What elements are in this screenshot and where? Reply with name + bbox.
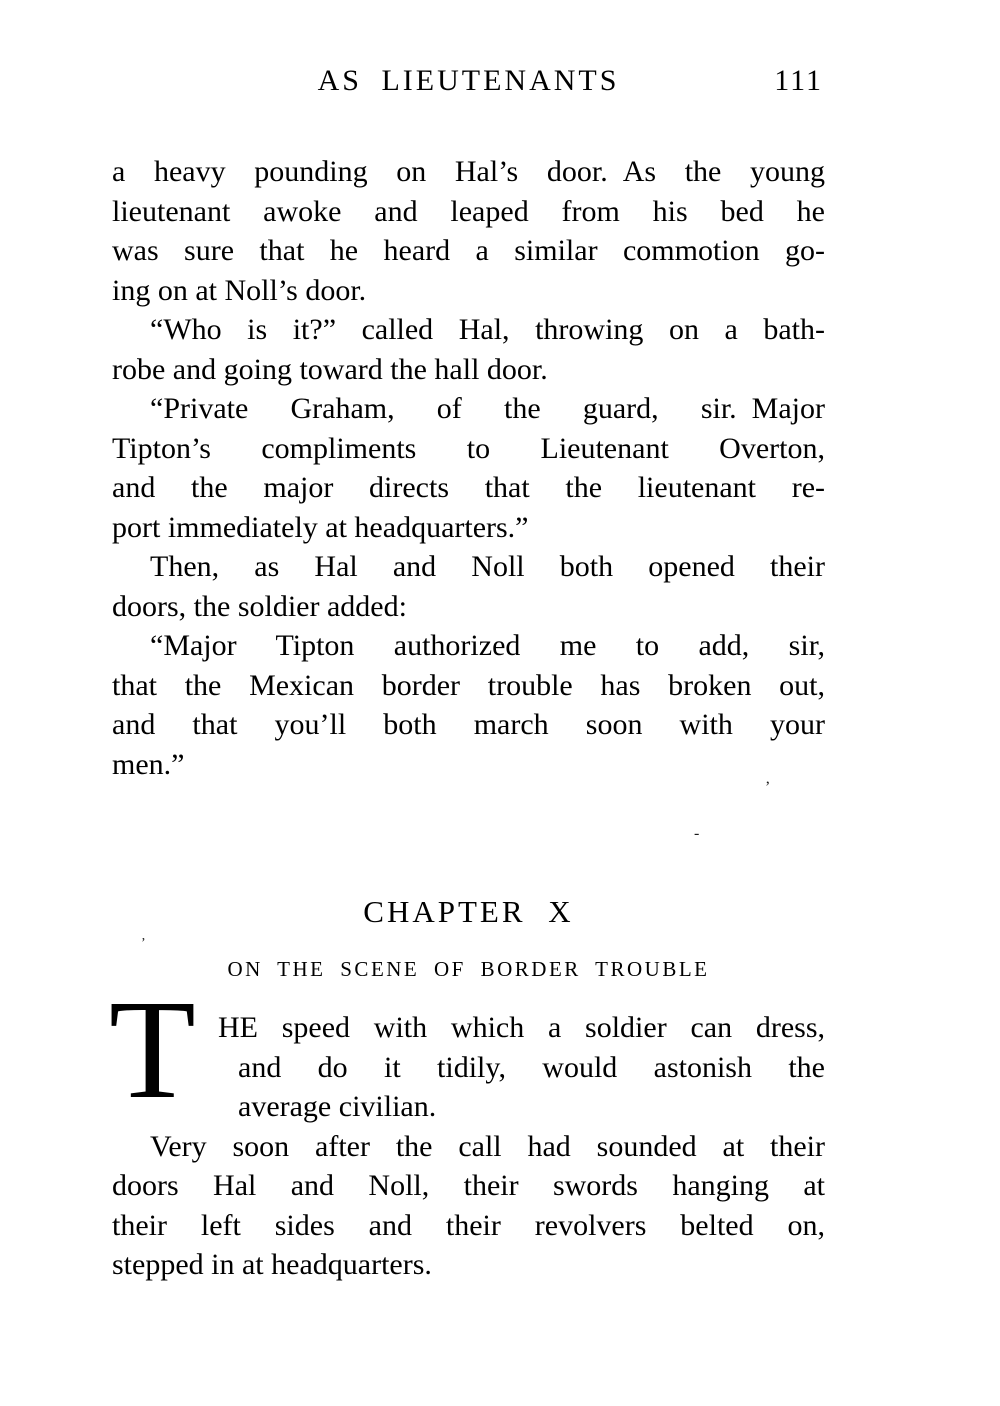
text-line: men.” — [112, 747, 185, 781]
running-head — [112, 64, 825, 102]
body-text — [112, 152, 825, 784]
text-line: ing on at Noll’s door. — [112, 273, 367, 307]
drop-cap: T — [109, 970, 196, 1128]
text-line: doors Hal and Noll, their swords hanging at — [112, 1169, 825, 1202]
text-line: stepped in at headquarters. — [112, 1248, 432, 1281]
text-line: Tipton’s compliments to Lieutenant Overton, — [112, 431, 825, 465]
text-line: HE speed with which a soldier can dress, — [218, 1011, 825, 1044]
running-title: AS LIEUTENANTS — [317, 64, 620, 97]
text-line: Very soon after the call had sounded at their — [150, 1129, 825, 1163]
text-line: and that you’ll both march soon with your — [112, 708, 825, 741]
text-line: a heavy pounding on Hal’s door. As the young — [112, 155, 825, 188]
text-line: “Major Tipton authorized me to add, sir, — [150, 629, 825, 662]
text-line: was sure that he heard a similar commotion go- — [112, 234, 825, 267]
text-line: Then, as Hal and Noll both opened their — [150, 550, 825, 583]
stray-mark: ’ — [765, 779, 771, 796]
chapter-subtitle: ON THE SCENE OF BORDER TROUBLE — [227, 957, 710, 981]
page-number: 111 — [774, 64, 823, 97]
text-line: lieutenant awoke and leaped from his bed he — [112, 194, 825, 228]
text-line: doors, the soldier added: — [112, 589, 407, 623]
text-line: “Private Graham, of the guard, sir. Major — [150, 392, 825, 425]
text-line: that the Mexican border trouble has broken out, — [112, 668, 825, 702]
text-line: robe and going toward the hall door. — [112, 352, 548, 386]
text-line: average civilian. — [238, 1090, 437, 1123]
chapter-opening — [109, 970, 825, 1285]
stray-mark: ’ — [141, 936, 146, 951]
chapter-heading: CHAPTER X — [363, 894, 574, 929]
text-line: “Who is it?” called Hal, throwing on a bath- — [150, 313, 825, 346]
text-line: and the major directs that the lieutenant re- — [112, 471, 825, 504]
text-line: and do it tidily, would astonish the — [238, 1050, 825, 1084]
text-line: their left sides and their revolvers belted on, — [112, 1208, 825, 1242]
text-line: port immediately at headquarters.” — [112, 510, 529, 544]
stray-mark: - — [694, 825, 700, 842]
